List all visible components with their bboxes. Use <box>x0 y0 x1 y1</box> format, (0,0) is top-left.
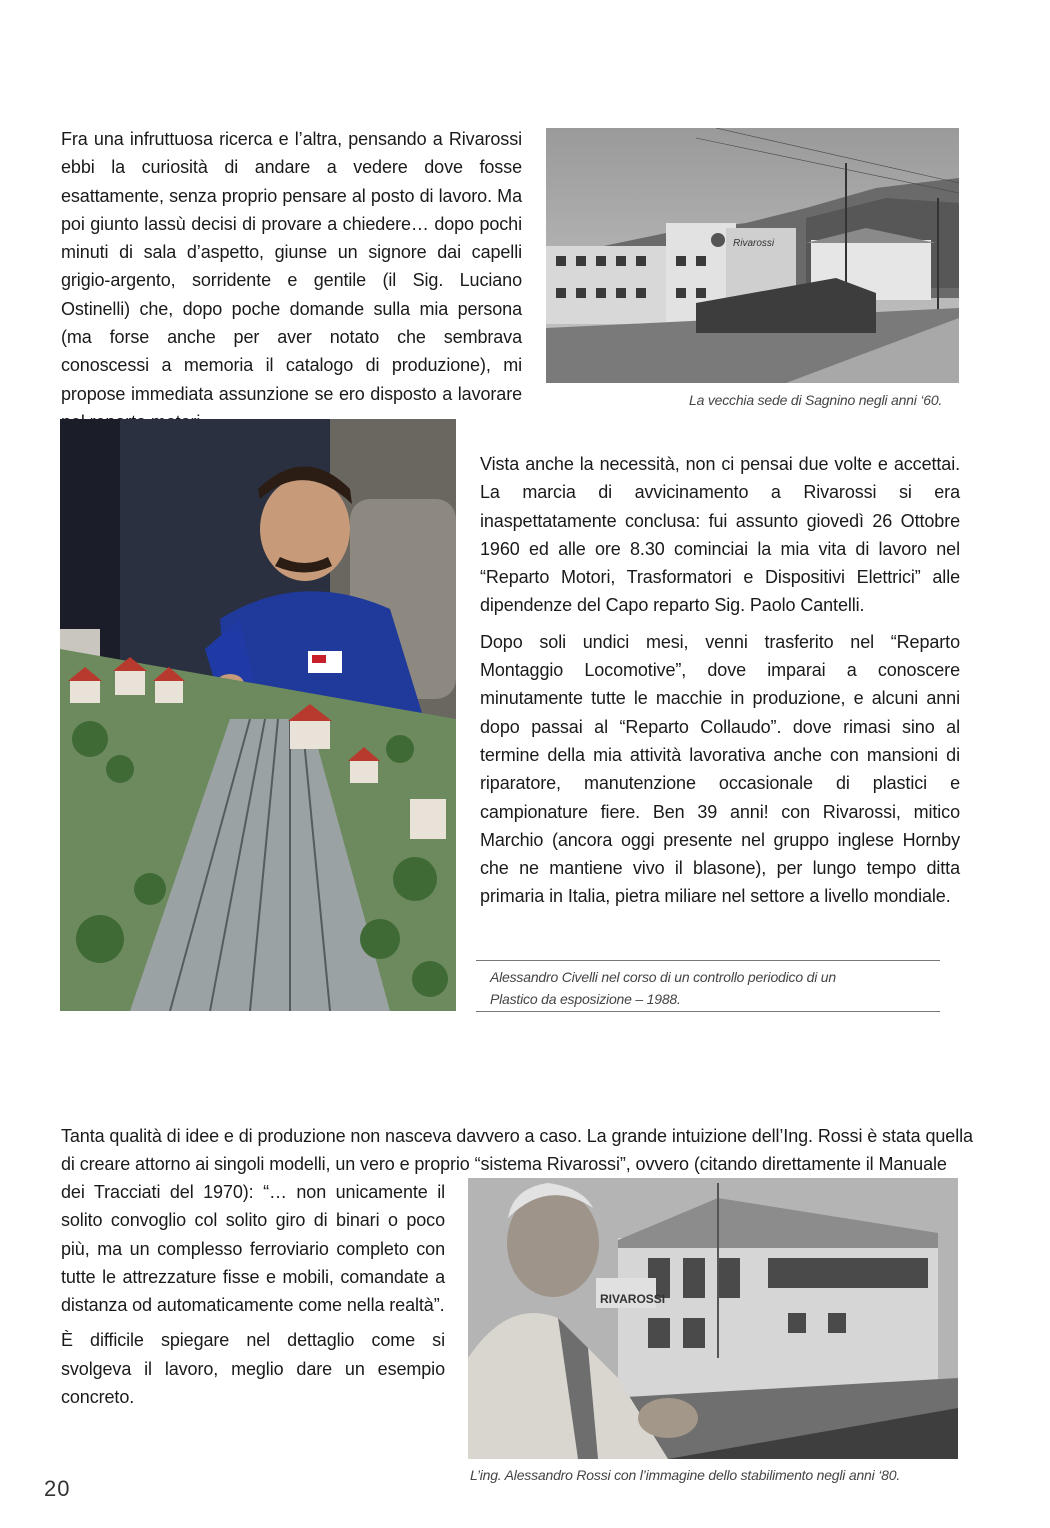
caption-rule-bottom <box>476 1011 940 1012</box>
caption-photo-2-line-1: Alessandro Civelli nel corso di un controllo periodico di un <box>490 969 836 985</box>
photo-model-layout-inspection <box>60 419 456 1011</box>
photo-ing-rossi-factory <box>468 1178 958 1459</box>
paragraph-4-5 <box>61 1178 445 1411</box>
paragraph-2-text: Vista anche la necessità, non ci pensai due volte e accettai. La marcia di avvicinamento a Rivarossi si era inaspettatamente conclusa: fui assunto giovedì 26 Ottobre 1960 ed alle ore 8.30 cominciai la mia vita di lavoro nel “Reparto Motori, Trasformatori e Dispositivi Elettrici” alle dipendenze del Capo reparto Sig. Paolo Cantelli. <box>480 454 960 616</box>
paragraph-4-line-1: Tanta qualità di idee e di produzione non nasceva davvero a caso. La grande intuizione dell’Ing. Rossi è stata quella <box>61 1126 973 1146</box>
page-number: 20 <box>44 1476 71 1501</box>
paragraph-2-3 <box>480 450 960 911</box>
photo-old-headquarters <box>546 128 959 383</box>
paragraph-1 <box>61 125 522 436</box>
paragraph-4-rest-text: dei Tracciati del 1970): “… non unicamente il solito convoglio col solito giro di binari o poco più, ma un complesso ferroviario completo con tutte le attrezzature fisse e mobili, comandate a distanza od automaticamente come nella realtà”. <box>61 1182 445 1316</box>
paragraph-4-line-2: di creare attorno ai singoli modelli, un vero e proprio “sistema Rivarossi”, ovvero (citando direttamente il Manuale <box>61 1154 947 1174</box>
paragraph-3-text: Dopo soli undici mesi, venni trasferito nel “Reparto Montaggio Locomotive”, dove imparai a conoscere minutamente tutte le macchie in produzione, e alcuni anni dopo passai al “Reparto Collaudo”. dove rimasi sino al termine della mia attività lavorativa anche con mansioni di riparatore, manutenzione occasionale di plastici e campionature fiere. Ben 39 anni! con Rivarossi, mitico Marchio (ancora oggi presente nel gruppo inglese Hornby che ne mantiene vivo il blasone), per lungo tempo ditta primaria in Italia, pietra miliare nel settore a livello mondiale. <box>480 631 960 907</box>
caption-photo-3: L’ing. Alessandro Rossi con l’immagine dello stabilimento negli anni ‘80. <box>470 1467 901 1483</box>
caption-photo-2-line-2: Plastico da esposizione – 1988. <box>490 991 681 1007</box>
caption-rule-top <box>476 960 940 961</box>
photo3-building-sign: RIVAROSSI <box>600 1292 666 1306</box>
photo1-building-sign: Rivarossi <box>733 238 775 249</box>
caption-photo-1: La vecchia sede di Sagnino negli anni ‘60. <box>689 392 943 408</box>
caption-photo-2 <box>490 966 836 1010</box>
paragraph-1-text: Fra una infruttuosa ricerca e l’altra, pensando a Rivarossi ebbi la curiosità di andare a vedere dove fosse esattamente, senza proprio pensare al posto di lavoro. Ma poi giunto lassù decisi di provare a chiedere… dopo pochi minuti di sala d’aspetto, giunse un signore dai capelli grigio-argento, sorridente e gentile (il Sig. Luciano Ostinelli) che, dopo poche domande sulla mia persona (ma forse anche per aver notato che sembrava conoscessi a memoria il catalogo di produzione), mi propose immediata assunzione se ero disposto a lavorare <box>61 129 522 404</box>
paragraph-5-text: È difficile spiegare nel dettaglio come si svolgeva il lavoro, meglio dare un esempio concreto. <box>61 1330 445 1408</box>
